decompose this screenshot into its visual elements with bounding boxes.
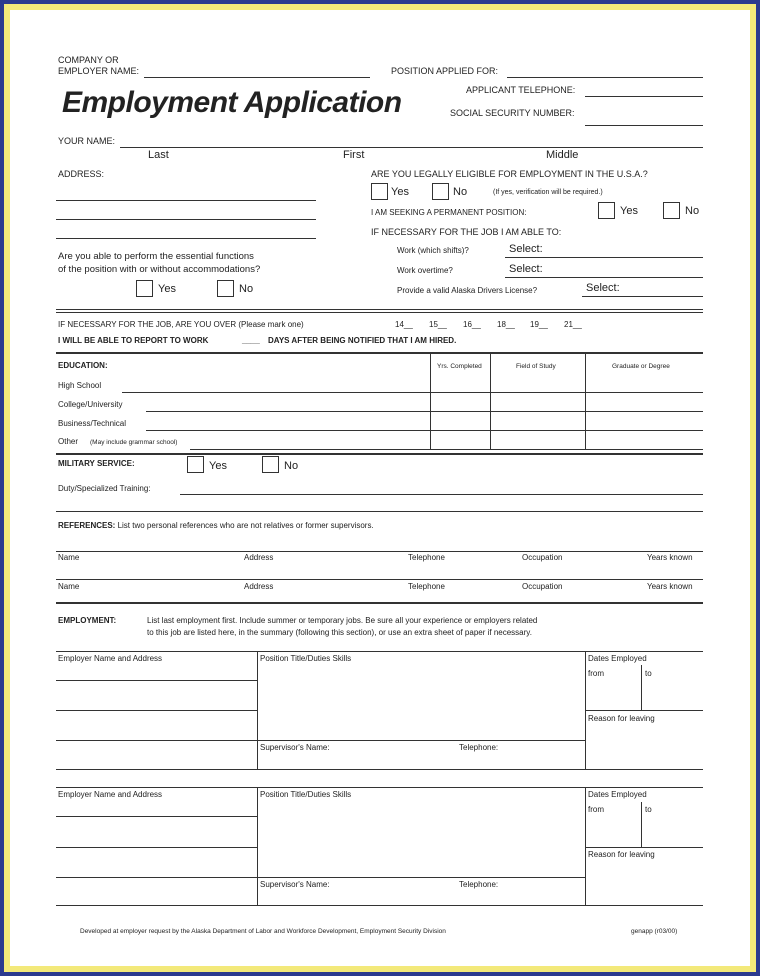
employment-1-date-divider [641, 665, 642, 710]
employment-2-position-label: Position Title/Duties Skills [260, 790, 352, 799]
education-label: EDUCATION: [58, 361, 108, 370]
education-business-field[interactable] [146, 430, 703, 431]
shifts-label: Work (which shifts)? [397, 246, 469, 255]
education-row-business: Business/Technical [58, 419, 127, 428]
employment-2-bottom [56, 905, 703, 906]
report-text-a: I WILL BE ABLE TO REPORT TO WORK [58, 336, 209, 345]
applicant-telephone-label: APPLICANT TELEPHONE: [466, 85, 576, 95]
functions-no-label: No [239, 283, 254, 295]
education-college-field[interactable] [146, 411, 703, 412]
license-label: Provide a valid Alaska Drivers License? [397, 286, 538, 295]
report-text-b: DAYS AFTER BEING NOTIFIED THAT I AM HIRED. [268, 336, 457, 345]
employment-2-row-line [56, 877, 585, 878]
age-18-option[interactable]: 18__ [497, 320, 515, 329]
employment-2-top [56, 787, 703, 788]
divider [56, 602, 703, 604]
footer-form-id: genapp (r03/00) [631, 928, 678, 935]
employment-1-divider [257, 651, 258, 769]
application-form [10, 10, 750, 966]
divider [56, 453, 703, 455]
employment-1-telephone-label: Telephone: [459, 743, 499, 752]
references-text [58, 521, 374, 530]
education-col-grad: Graduate or Degree [612, 363, 670, 370]
employment-2-telephone-label: Telephone: [459, 880, 499, 889]
ssn-label: SOCIAL SECURITY NUMBER: [450, 108, 575, 118]
company-label-line1: COMPANY OR [58, 55, 119, 65]
employment-instructions-1: List last employment first. Include summer or temporary jobs. Be sure all your experience or employers related [147, 616, 538, 625]
license-select[interactable]: Select: [586, 282, 620, 294]
your-name-label: YOUR NAME: [58, 136, 116, 146]
employment-label: EMPLOYMENT: [58, 616, 117, 625]
military-no-checkbox[interactable] [262, 456, 279, 473]
eligible-no-checkbox[interactable] [432, 183, 449, 200]
military-yes-label: Yes [209, 460, 227, 472]
address-line-1[interactable] [56, 200, 316, 201]
report-days-blank[interactable]: ____ [242, 336, 260, 345]
your-name-field[interactable] [120, 147, 703, 148]
employment-2-employer-field[interactable] [56, 816, 257, 817]
shifts-field[interactable] [505, 257, 703, 258]
employment-1-employer-label: Employer Name and Address [58, 654, 163, 663]
address-label: ADDRESS: [58, 169, 105, 179]
reference-1-field[interactable] [56, 579, 703, 580]
employment-2-employer-label: Employer Name and Address [58, 790, 163, 799]
divider [56, 352, 703, 354]
employment-1-dates-field[interactable] [585, 710, 703, 711]
age-19-option[interactable]: 19__ [530, 320, 548, 329]
employment-1-from-label: from [588, 669, 604, 678]
employment-1-dates-label: Dates Employed [588, 654, 647, 663]
employment-1-bottom [56, 769, 703, 770]
permanent-no-label: No [685, 205, 700, 217]
functions-yes-checkbox[interactable] [136, 280, 153, 297]
employment-2-supervisor-label: Supervisor's Name: [260, 880, 330, 889]
footer-credit: Developed at employer request by the Alaska Department of Labor and Workforce Development, Employment Security Division [80, 928, 446, 935]
employment-1-row-line [56, 740, 585, 741]
overtime-select[interactable]: Select: [509, 263, 543, 275]
divider [56, 511, 703, 512]
permanent-position-label: I AM SEEKING A PERMANENT POSITION: [371, 208, 527, 217]
ref2-years-known: Years known [647, 582, 693, 591]
ssn-field[interactable] [585, 125, 703, 126]
age-question: IF NECESSARY FOR THE JOB, ARE YOU OVER (Please mark one) [58, 320, 304, 329]
age-21-option[interactable]: 21__ [564, 320, 582, 329]
education-row-college: College/University [58, 400, 123, 409]
employment-1-reason-label: Reason for leaving [588, 714, 655, 723]
duty-label: Duty/Specialized Training: [58, 484, 151, 493]
employment-1-position-label: Position Title/Duties Skills [260, 654, 352, 663]
eligibility-question: ARE YOU LEGALLY ELIGIBLE FOR EMPLOYMENT IN THE U.S.A.? [371, 169, 648, 179]
page-title: Employment Application [62, 86, 402, 119]
eligible-no-label: No [453, 186, 468, 198]
employment-2-dates-label: Dates Employed [588, 790, 647, 799]
company-label-line2: EMPLOYER NAME: [58, 66, 140, 76]
name-middle-caption: Middle [546, 149, 579, 161]
functions-no-checkbox[interactable] [217, 280, 234, 297]
employment-2-employer-field[interactable] [56, 847, 257, 848]
employment-2-reason-label: Reason for leaving [588, 850, 655, 859]
license-field[interactable] [582, 296, 703, 297]
name-first-caption: First [343, 149, 365, 161]
education-col-divider [585, 354, 586, 450]
references-label: REFERENCES: [58, 521, 116, 530]
functions-question-line2: of the position with or without accommodations? [58, 264, 261, 275]
ref1-name: Name [58, 553, 80, 562]
employment-1-supervisor-label: Supervisor's Name: [260, 743, 330, 752]
ref1-years-known: Years known [647, 553, 693, 562]
verification-note: (If yes, verification will be required.) [493, 189, 603, 196]
military-yes-checkbox[interactable] [187, 456, 204, 473]
address-line-2[interactable] [56, 219, 316, 220]
address-line-3[interactable] [56, 238, 316, 239]
military-label: MILITARY SERVICE: [58, 459, 135, 468]
employment-1-employer-field[interactable] [56, 680, 257, 681]
employment-2-to-label: to [645, 805, 652, 814]
permanent-no-checkbox[interactable] [663, 202, 680, 219]
overtime-label: Work overtime? [397, 266, 453, 275]
education-col-divider [490, 354, 491, 450]
ref1-telephone: Telephone [408, 553, 445, 562]
education-other-note: (May include grammar school) [90, 439, 178, 446]
reference-line-top [56, 551, 703, 552]
education-highschool-field[interactable] [122, 392, 703, 393]
age-14-option[interactable]: 14__ [395, 320, 413, 329]
employment-2-from-label: from [588, 805, 604, 814]
references-instructions: List two personal references who are not relatives or former supervisors. [117, 521, 374, 530]
functions-question-line1: Are you able to perform the essential functions [58, 251, 254, 262]
ref2-name: Name [58, 582, 80, 591]
ref2-address: Address [244, 582, 274, 591]
company-name-field[interactable] [144, 77, 370, 78]
age-16-option[interactable]: 16__ [463, 320, 481, 329]
education-row-other: Other [58, 437, 79, 446]
ref1-occupation: Occupation [522, 553, 563, 562]
ref2-occupation: Occupation [522, 582, 563, 591]
ref2-telephone: Telephone [408, 582, 445, 591]
divider [56, 312, 703, 313]
employment-1-top [56, 651, 703, 652]
name-last-caption: Last [148, 149, 169, 161]
permanent-yes-label: Yes [620, 205, 638, 217]
ref1-address: Address [244, 553, 274, 562]
position-applied-field[interactable] [507, 77, 703, 78]
able-to-label: IF NECESSARY FOR THE JOB I AM ABLE TO: [371, 227, 562, 237]
eligible-yes-label: Yes [391, 186, 409, 198]
duty-field[interactable] [180, 494, 703, 495]
functions-yes-label: Yes [158, 283, 176, 295]
shifts-select[interactable]: Select: [509, 243, 543, 255]
education-col-years: Yrs. Completed [437, 363, 482, 370]
employment-1-to-label: to [645, 669, 652, 678]
permanent-yes-checkbox[interactable] [598, 202, 615, 219]
employment-2-divider [585, 787, 586, 905]
employment-2-date-divider [641, 802, 642, 847]
eligible-yes-checkbox[interactable] [371, 183, 388, 200]
age-15-option[interactable]: 15__ [429, 320, 447, 329]
employment-2-divider [257, 787, 258, 905]
education-col-divider [430, 354, 431, 450]
applicant-telephone-field[interactable] [585, 96, 703, 97]
military-no-label: No [284, 460, 299, 472]
employment-1-employer-field[interactable] [56, 710, 257, 711]
education-row-highschool: High School [58, 381, 102, 390]
position-applied-label: POSITION APPLIED FOR: [391, 66, 499, 76]
overtime-field[interactable] [505, 277, 703, 278]
employment-instructions-2: to this job are listed here, in the summary (following this section), or use an extra sheet of paper if necessary. [147, 628, 532, 637]
education-col-field: Field of Study [516, 363, 556, 370]
employment-2-dates-field[interactable] [585, 847, 703, 848]
education-other-field[interactable] [190, 449, 703, 450]
divider [56, 309, 703, 310]
